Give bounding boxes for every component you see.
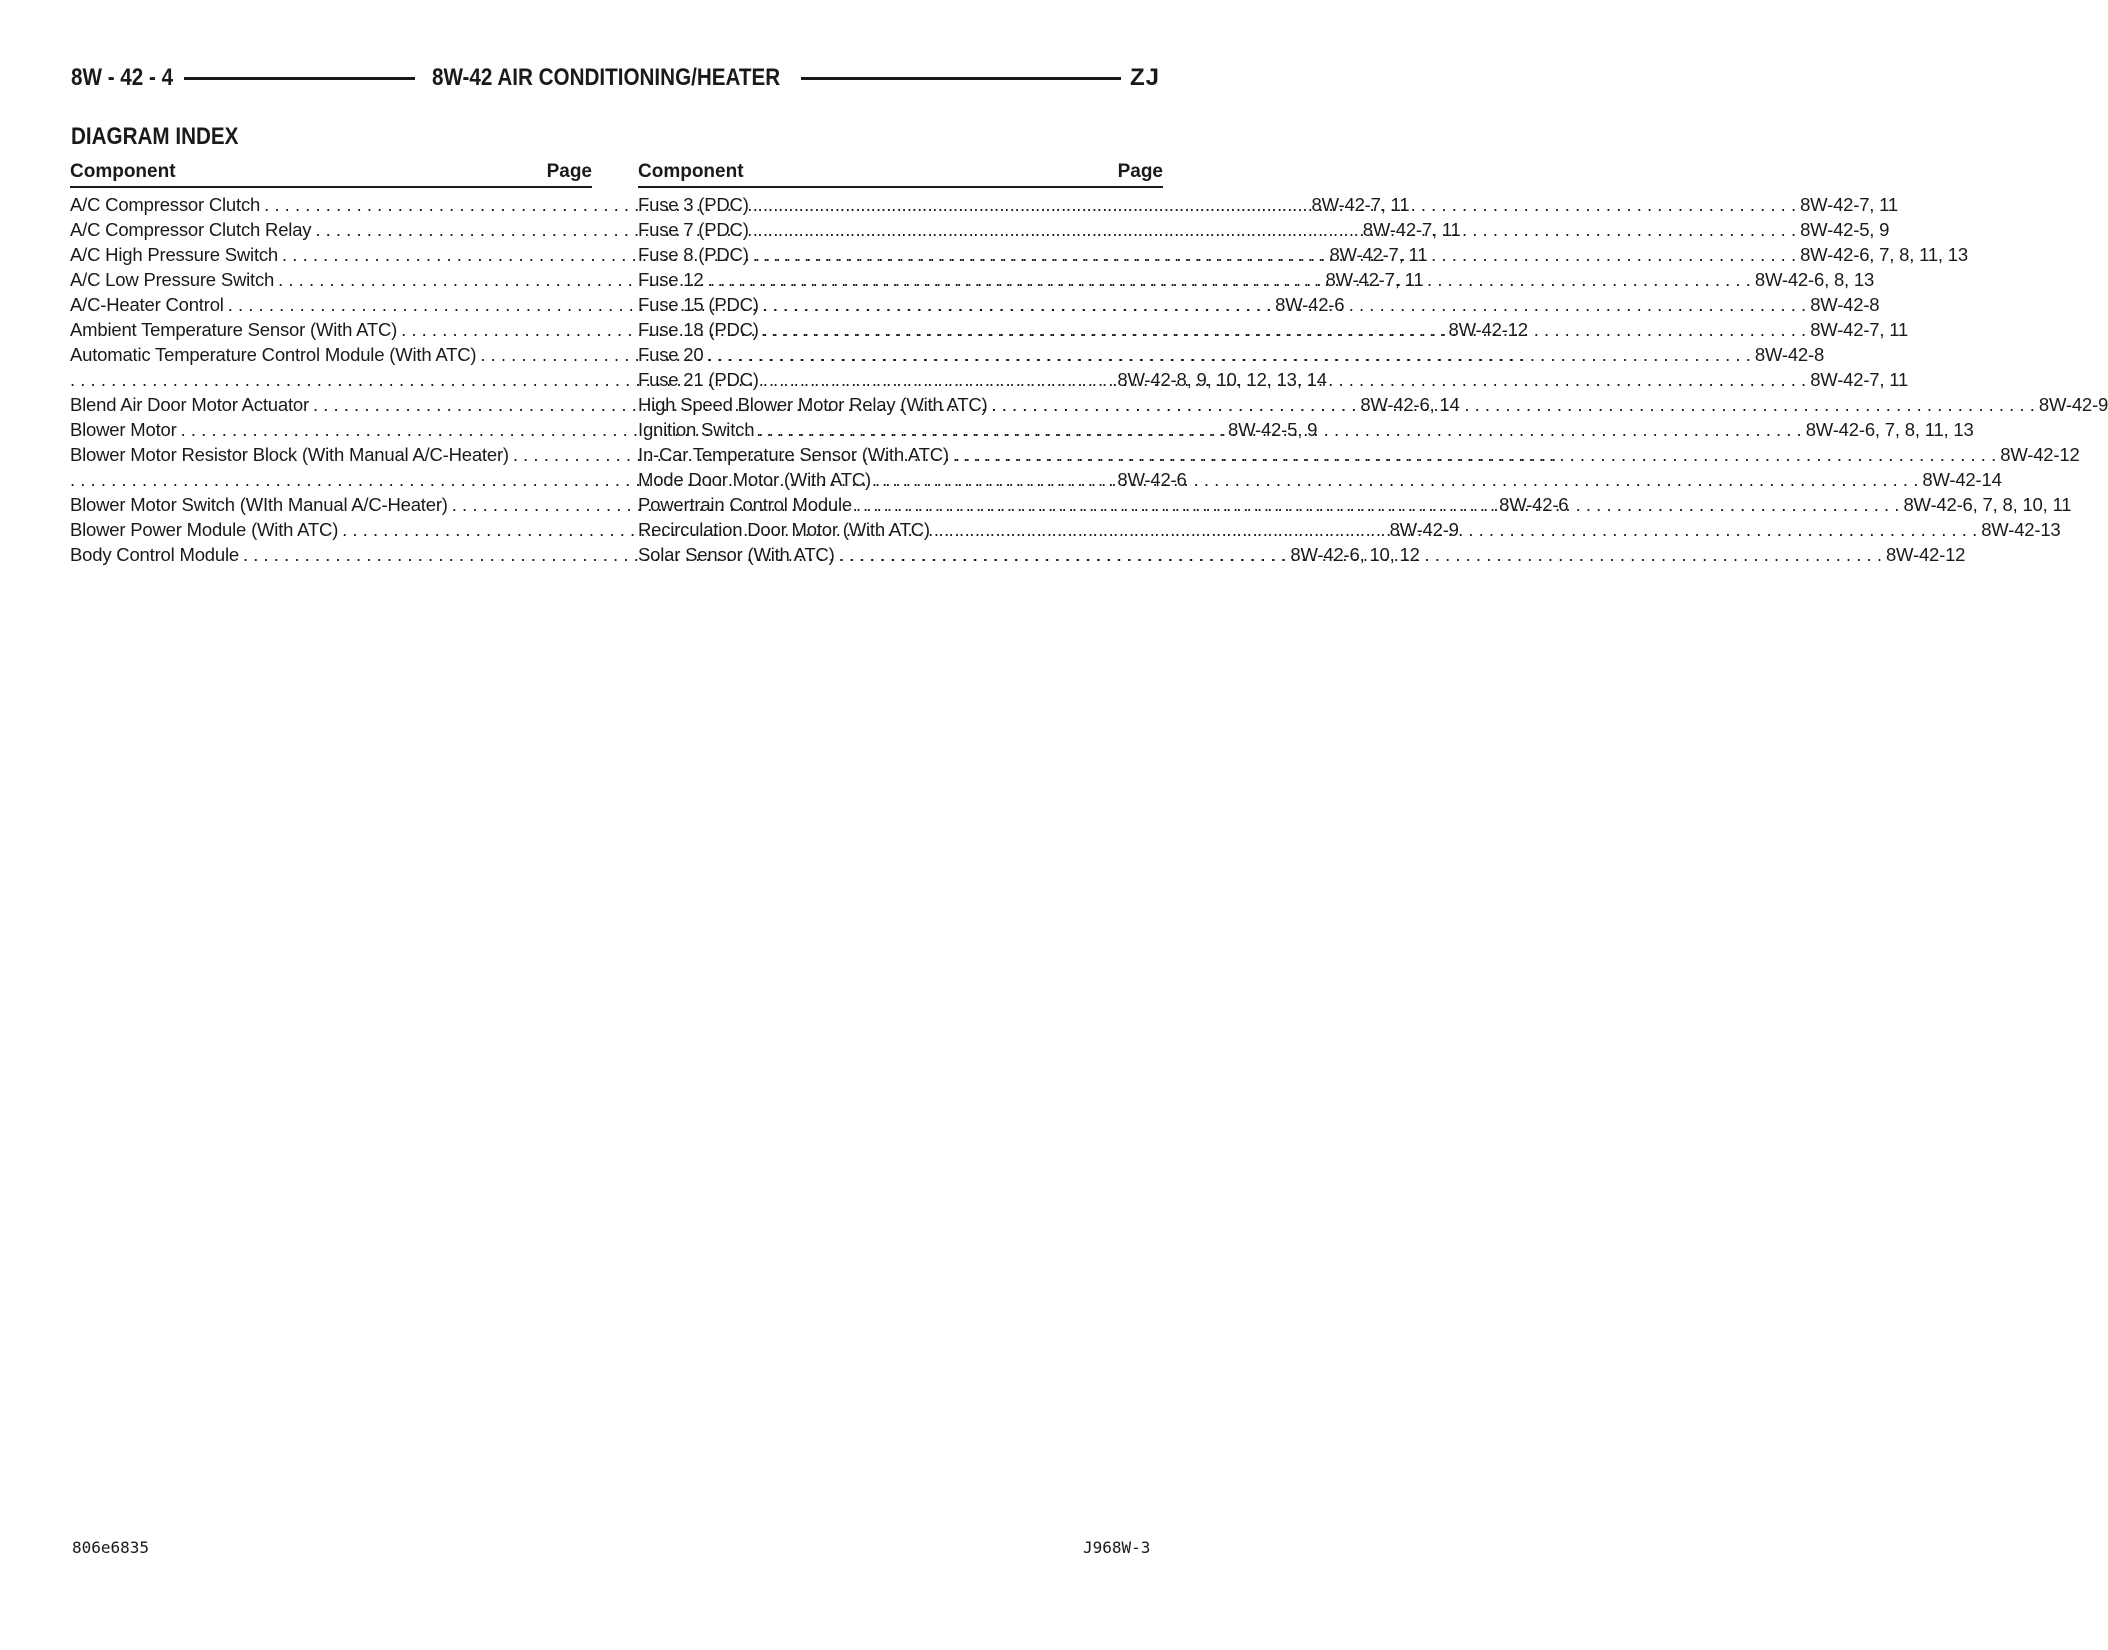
page-reference: 8W-42-7, 11: [1800, 194, 1898, 215]
page-reference: 8W-42-7, 11: [1810, 369, 1909, 390]
component-name: Fuse 21 (PDC): [638, 369, 759, 390]
page-reference: 8W-42-6: [1117, 469, 1187, 490]
component-name: A/C Compressor Clutch Relay: [70, 219, 312, 240]
page-reference: 8W-42-7, 11: [1311, 194, 1410, 215]
footer-left-code: 806e6835: [72, 1538, 150, 1557]
column-header: [638, 158, 1163, 188]
component-name: Ignition Switch: [638, 419, 755, 440]
component-name: A/C-Heater Control: [70, 294, 224, 315]
list-item: [638, 442, 2080, 467]
section-title: 8W-42 AIR CONDITIONING/HEATER: [432, 64, 781, 91]
dot-leader: [749, 242, 1800, 267]
page-reference: 8W-42-5, 9: [1800, 219, 1890, 240]
component-name: Mode Door Motor (With ATC): [638, 469, 871, 490]
component-name: Blower Motor Resistor Block (With Manual A/C-Heater): [70, 444, 509, 465]
dot-leader: [754, 417, 1805, 442]
component-name: Fuse 15 (PDC): [638, 294, 759, 315]
page-reference: 8W-42-7, 11: [1329, 244, 1428, 265]
component-name: Ambient Temperature Sensor (With ATC): [70, 319, 398, 340]
list-item: [638, 492, 2072, 517]
page-reference: 8W-42-9: [1389, 519, 1459, 540]
component-header: Component: [70, 161, 176, 182]
component-name: Fuse 3 (PDC): [638, 194, 749, 215]
page-reference: 8W-42-14: [1922, 469, 2002, 490]
component-name: A/C Compressor Clutch: [70, 194, 261, 215]
component-name: High Speed Blower Motor Relay (With ATC): [638, 394, 988, 415]
page-reference: 8W-42-6, 7, 8, 11, 13: [1800, 244, 1968, 265]
component-name: Blower Motor Switch (WIth Manual A/C-Heater): [70, 494, 448, 515]
page-reference: 8W-42-12: [2000, 444, 2080, 465]
dot-leader: [871, 467, 1922, 492]
dot-leader: [852, 492, 1903, 517]
dot-leader: [759, 292, 1810, 317]
page-reference: 8W-42-13: [1981, 519, 2061, 540]
page-reference: 8W-42-8: [1810, 294, 1880, 315]
component-name: Fuse 20: [638, 344, 704, 365]
page-reference: 8W-42-6, 10, 12: [1290, 544, 1420, 565]
component-name: Automatic Temperature Control Module (With ATC): [70, 344, 477, 365]
list-item: [70, 342, 592, 367]
component-name: Fuse 12: [638, 269, 704, 290]
component-name: Body Control Module: [70, 544, 239, 565]
page-reference: 8W-42-6: [1499, 494, 1569, 515]
model-code: ZJ: [1130, 64, 1161, 91]
component-name: Blower Motor: [70, 419, 177, 440]
index-title: DIAGRAM INDEX: [71, 123, 239, 150]
dot-leader: [987, 392, 2038, 417]
page-reference: 8W-42-7, 11: [1362, 219, 1461, 240]
page-reference: 8W - 42 - 4: [71, 64, 174, 91]
dot-leader: [930, 517, 1981, 542]
dot-leader: [759, 317, 1810, 342]
column-header: [70, 158, 592, 188]
component-name: Blend Air Door Motor Actuator: [70, 394, 309, 415]
component-header: Component: [638, 161, 744, 182]
component-name: Fuse 7 (PDC): [638, 219, 749, 240]
page-reference: 8W-42-12: [1885, 544, 1966, 565]
list-item: [638, 467, 2002, 492]
page-header-label: Page: [1117, 161, 1163, 182]
component-name: Powertrain Control Module: [638, 494, 853, 515]
page-reference: 8W-42-6: [1275, 294, 1345, 315]
component-name: Fuse 18 (PDC): [638, 319, 759, 340]
component-name: Fuse 8 (PDC): [638, 244, 749, 265]
list-item: [638, 342, 1825, 367]
page-reference: 8W-42-5, 9: [1227, 419, 1318, 440]
list-item: [638, 192, 1898, 217]
page-reference: 8W-42-6, 14: [1360, 394, 1460, 415]
component-name: A/C Low Pressure Switch: [70, 269, 275, 290]
dot-leader: [703, 267, 1754, 292]
dot-leader: [749, 192, 1800, 217]
page-reference: 8W-42-9: [2038, 394, 2108, 415]
page-reference: 8W-42-8, 9, 10, 12, 13, 14: [1117, 369, 1327, 390]
dot-leader: [759, 367, 1810, 392]
page-reference: 8W-42-6, 8, 13: [1754, 269, 1875, 290]
dot-leader: [835, 542, 1886, 567]
footer-right-code: J968W-3: [1083, 1538, 1151, 1557]
dot-leader: [703, 342, 1754, 367]
component-name: A/C High Pressure Switch: [70, 244, 279, 265]
page-reference: 8W-42-6, 7, 8, 11, 13: [1805, 419, 1974, 440]
page-reference: 8W-42-12: [1448, 319, 1528, 340]
list-item: [70, 442, 592, 467]
header-rule-right: [801, 77, 1121, 80]
component-name: In-Car Temperature Sensor (With ATC): [638, 444, 949, 465]
page-reference: 8W-42-8: [1754, 344, 1825, 365]
component-name: Blower Power Module (With ATC): [70, 519, 339, 540]
page-reference: 8W-42-7, 11: [1810, 319, 1909, 340]
page-reference: 8W-42-7, 11: [1325, 269, 1424, 290]
page-header-label: Page: [546, 161, 592, 182]
page-reference: 8W-42-6, 7, 8, 10, 11: [1903, 494, 2072, 515]
component-name: Recirculation Door Motor (With ATC): [638, 519, 930, 540]
component-name: Solar Sensor (With ATC): [638, 544, 835, 565]
page-header: [71, 62, 1166, 94]
dot-leader: [749, 217, 1800, 242]
dot-leader: [949, 442, 2000, 467]
header-rule-left: [184, 77, 415, 80]
